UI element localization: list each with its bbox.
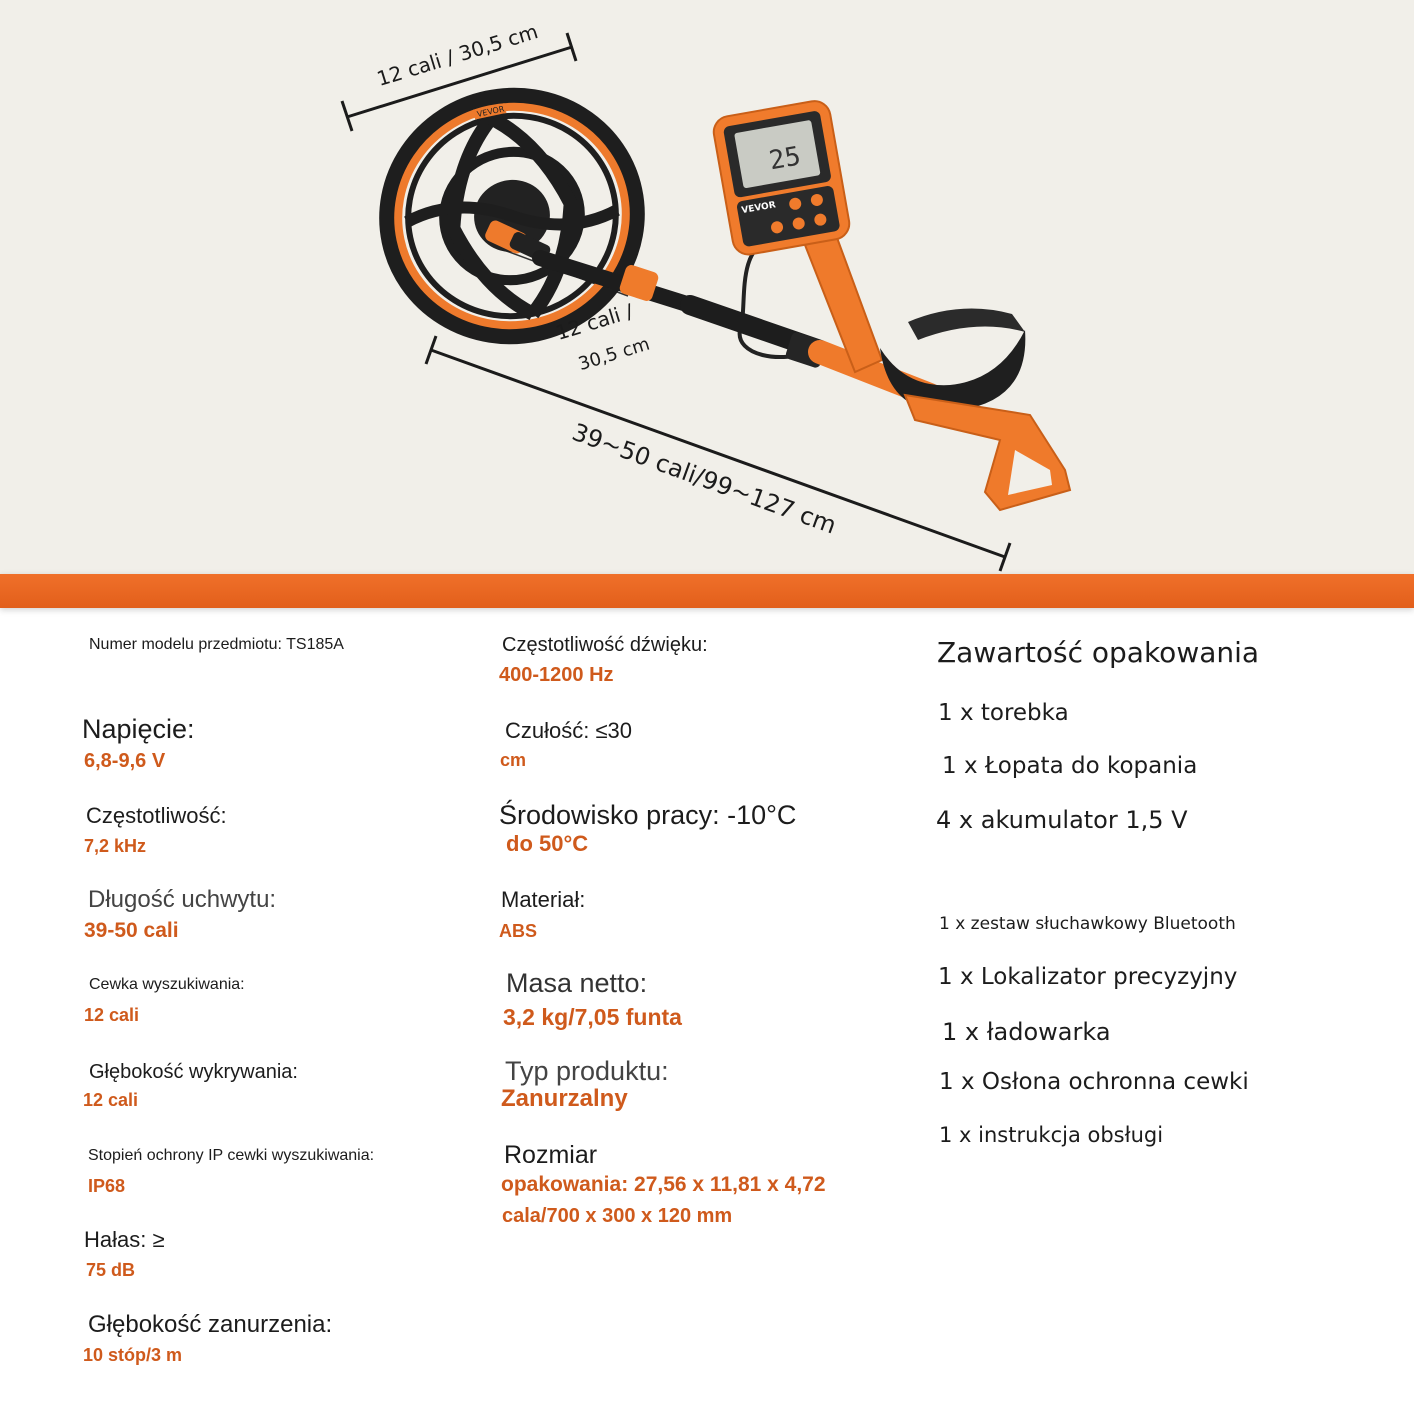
submersion-depth-label: Głębokość zanurzenia:: [88, 1311, 333, 1338]
noise-label: Hałas: ≥: [84, 1227, 165, 1252]
package-size-value-line2: cala/700 x 300 x 120 mm: [502, 1205, 733, 1227]
package-item-coil-cover: 1 x Osłona ochronna cewki: [939, 1069, 1249, 1095]
product-hero: [0, 0, 1414, 578]
coil-width-label: 12 cali / 30,5 cm: [374, 19, 541, 91]
sound-frequency-value: 400-1200 Hz: [499, 664, 614, 686]
package-item-shovel: 1 x Łopata do kopania: [942, 753, 1198, 779]
frequency-label: Częstotliwość:: [86, 803, 227, 828]
ip-rating-label: Stopień ochrony IP cewki wyszukiwania:: [88, 1147, 375, 1164]
working-environment-label: Środowisko pracy: -10°C: [499, 800, 797, 830]
model-number: Numer modelu przedmiotu: TS185A: [89, 636, 344, 653]
product-type-value: Zanurzalny: [501, 1085, 628, 1112]
package-item-headset: 1 x zestaw słuchawkowy Bluetooth: [939, 914, 1236, 934]
control-brand-text: VEVOR: [740, 200, 777, 217]
package-item-manual: 1 x instrukcja obsługi: [939, 1123, 1164, 1147]
package-size-value-line1: opakowania: 27,56 x 11,81 x 4,72: [501, 1173, 826, 1196]
package-size-label: Rozmiar: [504, 1141, 598, 1169]
noise-value: 75 dB: [86, 1260, 136, 1280]
sensitivity-value: cm: [500, 750, 527, 770]
lcd-value: 25: [766, 141, 803, 177]
submersion-value: 10 stóp/3 m: [83, 1345, 183, 1365]
sensitivity-label: Czułość: ≤30: [505, 718, 633, 743]
ip-rating-value: IP68: [88, 1176, 126, 1196]
net-weight-label: Masa netto:: [506, 968, 648, 998]
voltage-label: Napięcie:: [82, 714, 195, 744]
material-label: Materiał:: [501, 887, 586, 912]
coil-brand-text: VEVOR: [476, 104, 506, 119]
package-item-charger: 1 x ładowarka: [942, 1018, 1111, 1046]
dimension-line-shaft-length: [426, 333, 1010, 571]
search-coil-label: Cewka wyszukiwania:: [89, 976, 245, 993]
frequency-value: 7,2 kHz: [84, 836, 147, 856]
package-item-bag: 1 x torebka: [938, 700, 1069, 726]
working-environment-value: do 50°C: [506, 831, 589, 856]
coil-diameter-label-line1: 12 cali /: [553, 298, 636, 345]
coil-diameter-label-line2: 30,5 cm: [576, 333, 653, 376]
package-item-batteries: 4 x akumulator 1,5 V: [936, 806, 1188, 834]
sound-frequency-label: Częstotliwość dźwięku:: [502, 634, 708, 656]
detection-depth-value: 12 cali: [83, 1090, 139, 1110]
shaft-length-label: 39~50 cali/99~127 cm: [568, 418, 840, 540]
orange-divider-band: [0, 574, 1414, 608]
armrest: [880, 309, 1070, 510]
handle-length-value: 39-50 cali: [84, 919, 179, 942]
detection-depth-label: Głębokość wykrywania:: [89, 1061, 298, 1083]
handle-length-label: Długość uchwytu:: [88, 886, 277, 913]
product-type-label: Typ produktu:: [505, 1056, 669, 1086]
control-box: [711, 99, 852, 257]
net-weight-value: 3,2 kg/7,05 funta: [503, 1004, 682, 1030]
package-item-pinpointer: 1 x Lokalizator precyzyjny: [938, 964, 1238, 990]
package-title: Zawartość opakowania: [937, 636, 1260, 669]
material-value: ABS: [499, 921, 538, 941]
voltage-value: 6,8-9,6 V: [84, 750, 166, 772]
search-coil-value: 12 cali: [84, 1005, 140, 1025]
